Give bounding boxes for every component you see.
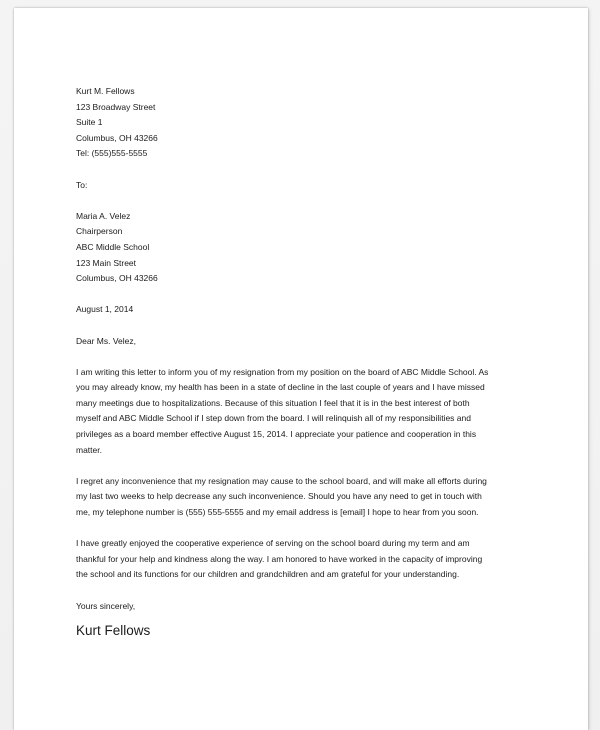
signature: Kurt Fellows [76, 623, 151, 639]
paragraph-line: you may already know, my health has been in a state of decline in the last couple of years and I have missed [76, 382, 485, 393]
paragraph-resignation [76, 365, 556, 459]
letter-page [14, 8, 588, 730]
paragraph-line: my last two weeks to help decrease any such inconvenience. Should you have any need to get in touch with [76, 491, 482, 502]
sender-city: Columbus, OH 43266 [76, 132, 158, 143]
sender-suite: Suite 1 [76, 117, 103, 128]
recipient-name: Maria A. Velez [76, 210, 131, 221]
sender-phone: Tel: (555)555-5555 [76, 148, 148, 159]
sender-address-block [76, 84, 556, 162]
paragraph-regret [76, 474, 556, 521]
paragraph-line: matter. [76, 444, 102, 455]
paragraph-line: I regret any inconvenience that my resignation may cause to the school board, and will make all efforts during [76, 475, 487, 486]
paragraph-line: privileges as a board member effective August 15, 2014. I appreciate your patience and cooperation in this [76, 429, 477, 440]
letter-date: August 1, 2014 [76, 304, 134, 315]
paragraph-line: myself and ABC Middle School if I step down from the board. I will relinquish all of my responsibilities and [76, 413, 471, 424]
paragraph-line: the school and its functions for our children and grandchildren and am grateful for your understanding. [76, 569, 460, 580]
sender-street: 123 Broadway Street [76, 101, 156, 112]
paragraph-line: many meetings due to hospitalizations. Because of this situation I feel that it is in the best interest of both [76, 397, 470, 408]
to-label: To: [76, 179, 88, 190]
paragraph-line: I have greatly enjoyed the cooperative experience of serving on the school board during my term and am [76, 538, 470, 549]
paragraph-line: I am writing this letter to inform you of my resignation from my position on the board of ABC Middle School. As [76, 366, 489, 377]
paragraph-line: me, my telephone number is (555) 555-5555 and my email address is [email] I hope to hear from you soon. [76, 507, 479, 518]
paragraph-gratitude [76, 536, 556, 583]
recipient-city: Columbus, OH 43266 [76, 273, 158, 284]
closing: Yours sincerely, [76, 600, 136, 611]
letter-body [76, 84, 556, 640]
salutation: Dear Ms. Velez, [76, 335, 136, 346]
recipient-address-block [76, 209, 556, 287]
sender-name: Kurt M. Fellows [76, 86, 135, 96]
recipient-title: Chairperson [76, 226, 123, 237]
recipient-organization: ABC Middle School [76, 241, 150, 252]
paragraph-line: thankful for your help and kindness along the way. I am honored to have worked in the capacity of improving [76, 553, 483, 564]
recipient-street: 123 Main Street [76, 257, 137, 268]
